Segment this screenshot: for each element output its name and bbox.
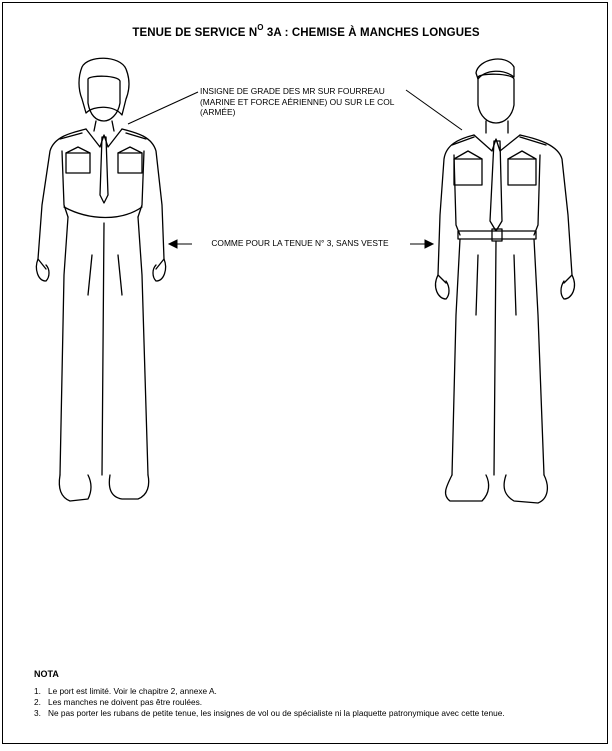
same-as-text: COMME POUR LA TENUE N° 3, SANS VESTE [208, 238, 391, 248]
insignia-callout: INSIGNE DE GRADE DES MR SUR FOURREAU (MARINE ET FORCE AÉRIENNE) OU SUR LE COL (ARMÉE) [200, 86, 395, 118]
nota-item-number: 1. [34, 686, 41, 696]
nota-list [34, 686, 594, 720]
insignia-leader-left [128, 92, 198, 124]
nota-item-number: 3. [34, 708, 41, 719]
same-as-callout [176, 238, 424, 248]
nota-item-text: Ne pas porter les rubans de petite tenue, les insignes de vol ou de spécialiste ni la plaquette patronymique avec cette tenue. [48, 708, 505, 719]
arrow-head-right [425, 240, 433, 248]
title-superscript: O [257, 23, 264, 32]
nota-item [34, 708, 594, 719]
nota-heading: NOTA [34, 669, 59, 679]
nota-item [34, 686, 594, 697]
nota-item-number: 2. [34, 697, 41, 708]
title-prefix: TENUE DE SERVICE N [132, 26, 258, 39]
nota-item [34, 697, 594, 708]
nota-item-text: Les manches ne doivent pas être roulées. [48, 697, 203, 708]
nota-item-text: Le port est limité. Voir le chapitre 2, annexe A. [48, 686, 217, 696]
title-suffix: 3A : CHEMISE À MANCHES LONGUES [263, 26, 480, 39]
